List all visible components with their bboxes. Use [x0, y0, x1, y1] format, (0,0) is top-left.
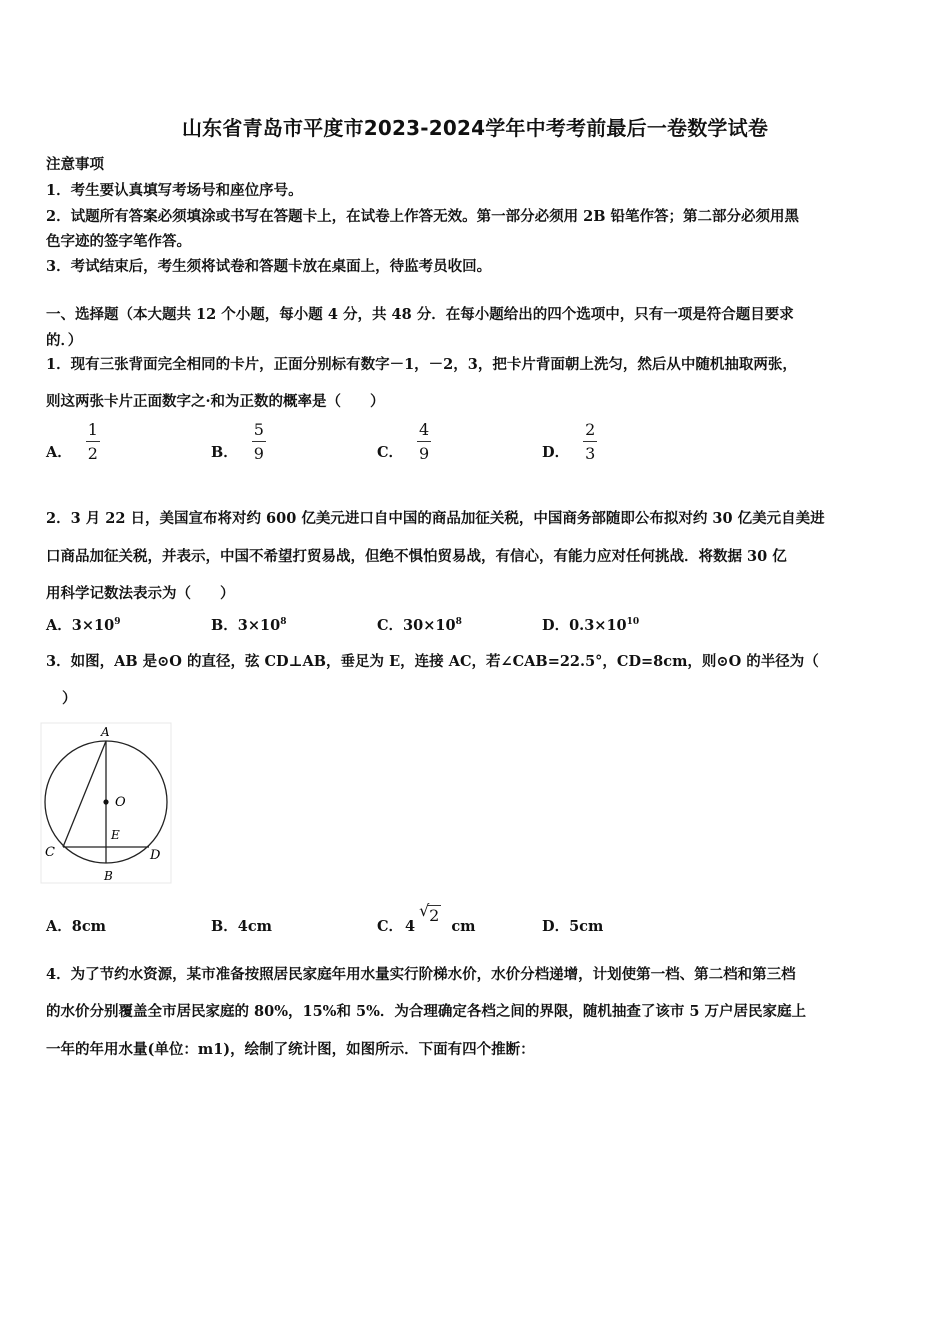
notice-item: 2．试题所有答案必须填涂或书写在答题卡上，在试卷上作答无效。第一部分必须用 2B 铅笔作答；第二部分必须用黑	[46, 208, 800, 225]
section-heading: 一、选择题（本大题共 12 个小题，每小题 4 分，共 48 分．在每小题给出的四个选项中，只有一项是符合题目要求	[46, 306, 794, 323]
section-heading: 的．）	[46, 332, 83, 349]
question-4-text: 4．为了节约水资源，某市准备按照居民家庭年用水量实行阶梯水价，水价分档递增，计划使第一档、第二档和第三档	[46, 966, 796, 983]
sqrt-symbol: √ 2	[419, 901, 440, 925]
option-d: D．$0.3\times 10^{10}$	[542, 617, 640, 634]
circle-figure	[40, 722, 172, 884]
option-b: B． $\frac{5}{9}$	[211, 420, 264, 463]
page-title: 山东省青岛市平度市2023-2024学年中考考前最后一卷数学试卷	[181, 116, 769, 140]
question-2-text: 2．3 月 22 日，美国宣布将对约 600 亿美元进口自中国的商品加征关税，中国商务部随即公布拟对约 30 亿美元自美进	[46, 510, 825, 527]
notice-item: 色字迹的签字笔作答。	[46, 233, 191, 250]
question-2-options	[46, 614, 906, 638]
label-a: A	[101, 725, 110, 739]
label-e: E	[111, 828, 120, 842]
option-d: D． $\frac{2}{3}$	[542, 420, 596, 463]
question-1-text: 1．现有三张背面完全相同的卡片，正面分别标有数字－1，－2，3，把卡片背面朝上洗匀，然后从中随机抽取两张，	[46, 356, 797, 373]
notice-item: 3．考试结束后，考生须将试卷和答题卡放在桌面上，待监考员收回。	[46, 258, 492, 275]
question-3-options	[46, 901, 906, 945]
center-point	[103, 799, 108, 804]
question-1-options	[46, 422, 906, 472]
label-o: O	[115, 795, 126, 810]
question-4-text: 一年的年用水量(单位：m1)，绘制了统计图，如图所示．下面有四个推断：	[46, 1041, 535, 1058]
label-c: C	[45, 845, 55, 860]
option-c: C．$30\times 10^8$	[377, 617, 462, 634]
notice-item: 1．考生要认真填写考场号和座位序号。	[46, 182, 303, 199]
option-b: B．4cm	[211, 918, 273, 935]
question-2-text: 口商品加征关税，并表示，中国不希望打贸易战，但绝不惧怕贸易战，有信心，有能力应对任何挑战．将数据 30 亿	[46, 548, 787, 565]
chord-ac	[63, 741, 106, 847]
option-c: C． $\frac{4}{9}$	[377, 420, 430, 463]
label-b: B	[104, 869, 113, 883]
question-3-text: 3．如图，AB 是⊙O 的直径，弦 CD⊥AB，垂足为 E，连接 AC，若∠CAB=22.5°，CD=8cm，则⊙O 的半径为（	[46, 653, 819, 670]
option-b: B．$3\times 10^8$	[211, 617, 287, 634]
question-1-text: 则这两张卡片正面数字之·和为正数的概率是（ ）	[46, 393, 385, 410]
option-a: A． $\frac{1}{2}$	[46, 420, 98, 463]
option-d: D．5cm	[542, 918, 604, 935]
notice-heading: 注意事项	[46, 156, 104, 173]
question-3-text: ）	[62, 690, 77, 707]
option-c: C． 4 √ 2cm	[377, 901, 476, 935]
question-2-text: 用科学记数法表示为（ ）	[46, 585, 235, 602]
question-4-text: 的水价分别覆盖全市居民家庭的 80%，15%和 5%．为合理确定各档之间的界限，随机抽查了该市 5 万户居民家庭上	[46, 1003, 807, 1020]
option-a: A．$3\times 10^9$	[46, 617, 121, 634]
option-a: A．8cm	[46, 918, 107, 935]
label-d: D	[150, 848, 161, 863]
